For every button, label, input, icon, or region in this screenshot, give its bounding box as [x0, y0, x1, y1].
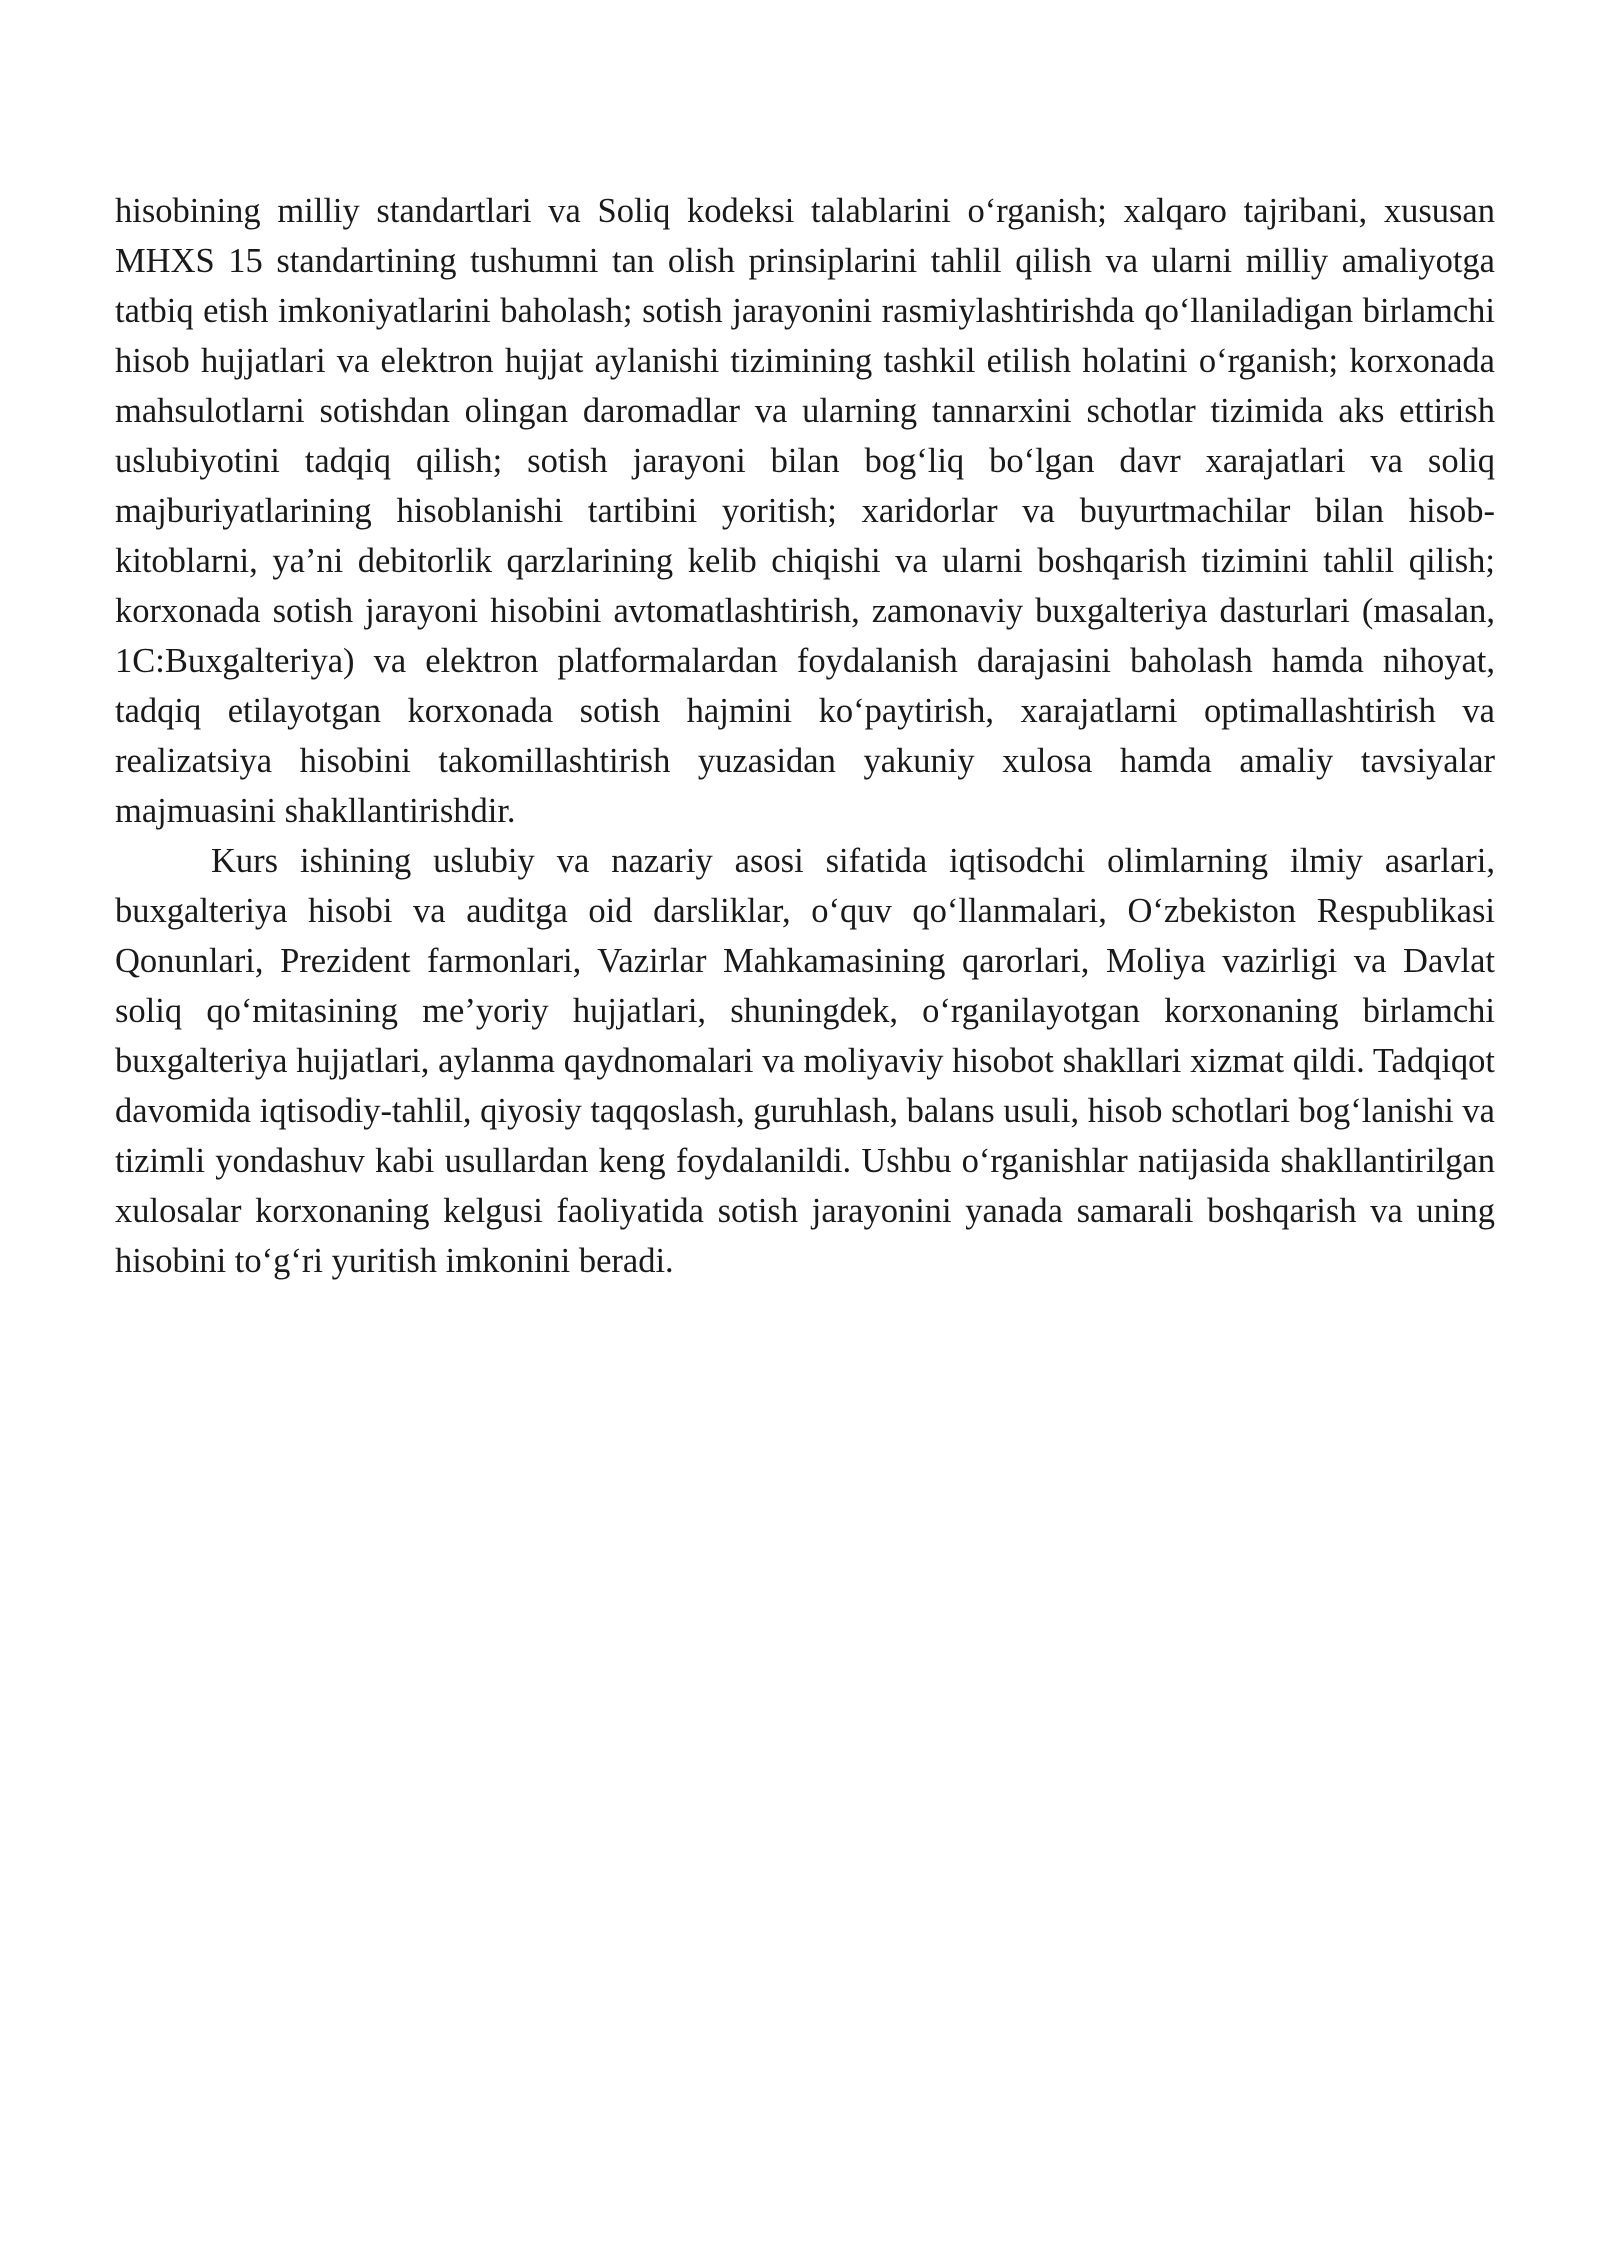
paragraph-continuation: hisobining milliy standartlari va Soliq kodeksi talablarini o‘rganish; xalqaro tajribani, xususan MHXS 15 standartining tushumni tan olish prinsiplarini tahlil qilish va ularni milliy amaliyotga tatbiq etish imkoniyatlarini baholash; sotish jarayonini rasmiylashtirishda qo‘llaniladigan birlamchi hisob hujjatlari va elektron hujjat aylanishi tizimining tashkil etilish holatini o‘rganish; korxonada mahsulotlarni sotishdan olingan daromadlar va ularning tannarxini schotlar tizimida aks ettirish uslubiyotini tadqiq qilish; sotish jarayoni bilan bog‘liq bo‘lgan davr xarajatlari va soliq majburiyatlarining hisoblanishi tartibini yoritish; xaridorlar va buyurtmachilar bilan hisob-kitoblarni, ya’ni debitorlik qarzlarining kelib chiqishi va ularni boshqarish tizimini tahlil qilish; korxonada sotish jarayoni hisobini avtomatlashtirish, zamonaviy buxgalteriya dasturlari (masalan, 1C:Buxgalteriya) va elektron platformalardan foydalanish darajasini baholash hamda nihoyat, tadqiq etilayotgan korxonada sotish hajmini ko‘paytirish, xarajatlarni optimallashtirish va realizatsiya hisobini takomillashtirish yuzasidan yakuniy xulosa hamda amaliy tavsiyalar majmuasini shakllantirishdir. — [115, 192, 1495, 830]
paragraph-methodology: Kurs ishining uslubiy va nazariy asosi sifatida iqtisodchi olimlarning ilmiy asarlari, buxgalteriya hisobi va auditga oid darsliklar, o‘quv qo‘llanmalari, O‘zbekiston Respublikasi Qonunlari, Prezident farmonlari, Vazirlar Mahkamasining qarorlari, Moliya vazirligi va Davlat soliq qo‘mitasining me’yoriy hujjatlari, shuningdek, o‘rganilayotgan korxonaning birlamchi buxgalteriya hujjatlari, aylanma qaydnomalari va moliyaviy hisobot shakllari xizmat qildi. Tadqiqot davomida iqtisodiy-tahlil, qiyosiy taqqoslash, guruhlash, balans usuli, hisob schotlari bog‘lanishi va tizimli yondashuv kabi usullardan keng foydalanildi. Ushbu o‘rganishlar natijasida shakllantirilgan xulosalar korxonaning kelgusi faoliyatida sotish jarayonini yanada samarali boshqarish va uning hisobini to‘g‘ri yuritish imkonini beradi. — [115, 842, 1495, 1280]
body-text — [115, 186, 1495, 1286]
